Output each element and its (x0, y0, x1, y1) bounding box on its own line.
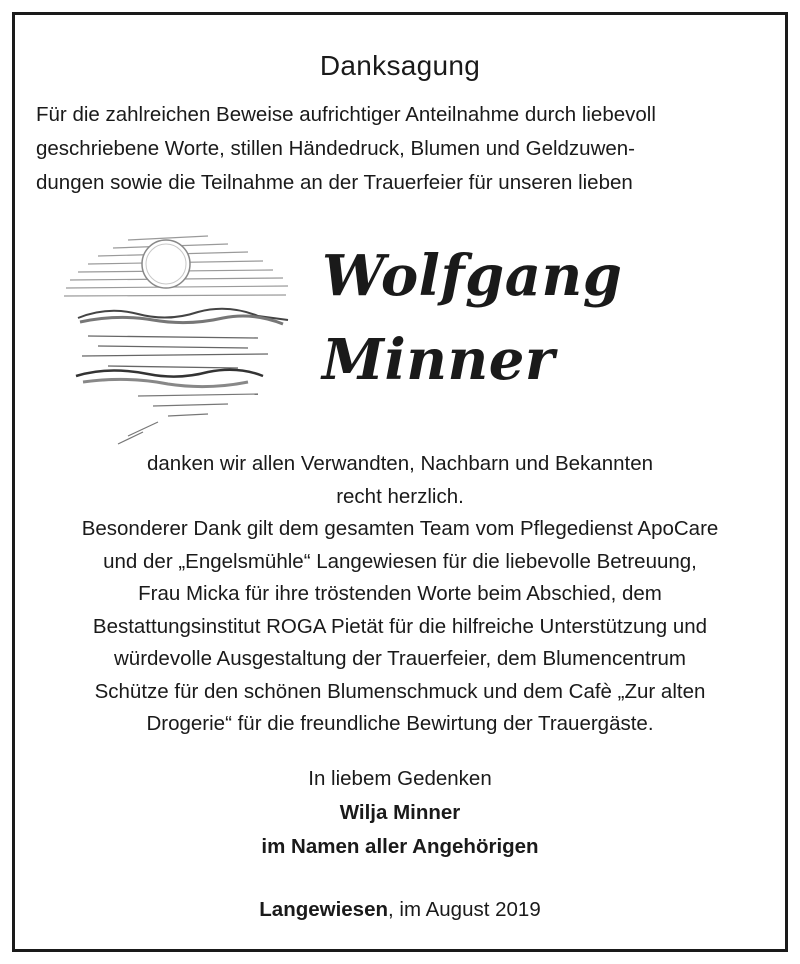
thanks-line: danken wir allen Verwandten, Nachbarn und Bekannten (146, 452, 653, 475)
thanks-line: Frau Micka für ihre tröstenden Worte beim Abschied, dem (138, 582, 662, 605)
place-date (0, 898, 800, 922)
notice-title: Danksagung (319, 50, 481, 81)
closing-block (0, 762, 800, 864)
thanks-line: Drogerie“ für die freundliche Bewirtung der Trauergäste. (146, 712, 654, 735)
thanks-line: recht herzlich. (336, 484, 464, 508)
deceased-name (322, 234, 782, 402)
signer-name: Wilja Minner (339, 801, 461, 824)
thanks-line: und der „Engelsmühle“ Langewiesen für die liebevolle Betreuung, (103, 549, 697, 573)
place-date-text: , im August 2019 (388, 898, 541, 921)
intro-line: dungen sowie die Teilnahme an der Trauerfeier für unseren lieben (36, 171, 633, 194)
thanks-line: Schütze für den schönen Blumenschmuck und dem Cafè „Zur alten (94, 679, 706, 703)
closing-greeting: In liebem Gedenken (308, 767, 492, 790)
signer-on-behalf: im Namen aller Angehörigen (261, 835, 539, 858)
intro-line: geschriebene Worte, stillen Händedruck, Blumen und Geldzuwen- (36, 137, 636, 160)
intro-text (36, 98, 776, 200)
sun-over-water-sketch-icon (58, 226, 308, 446)
first-name: Wolfgang (322, 243, 623, 309)
thanks-text (20, 448, 780, 741)
thanks-line: würdevolle Ausgestaltung der Trauerfeier, dem Blumencentrum (113, 647, 687, 670)
intro-line: Für die zahlreichen Beweise aufrichtiger Anteilnahme durch liebevoll (36, 103, 656, 126)
thanks-line: Besonderer Dank gilt dem gesamten Team vom Pflegedienst ApoCare (81, 517, 719, 540)
last-name: Minner (322, 327, 555, 393)
thanks-line: Bestattungsinstitut ROGA Pietät für die hilfreiche Unterstützung und (92, 614, 708, 638)
place-town: Langewiesen (259, 898, 389, 921)
